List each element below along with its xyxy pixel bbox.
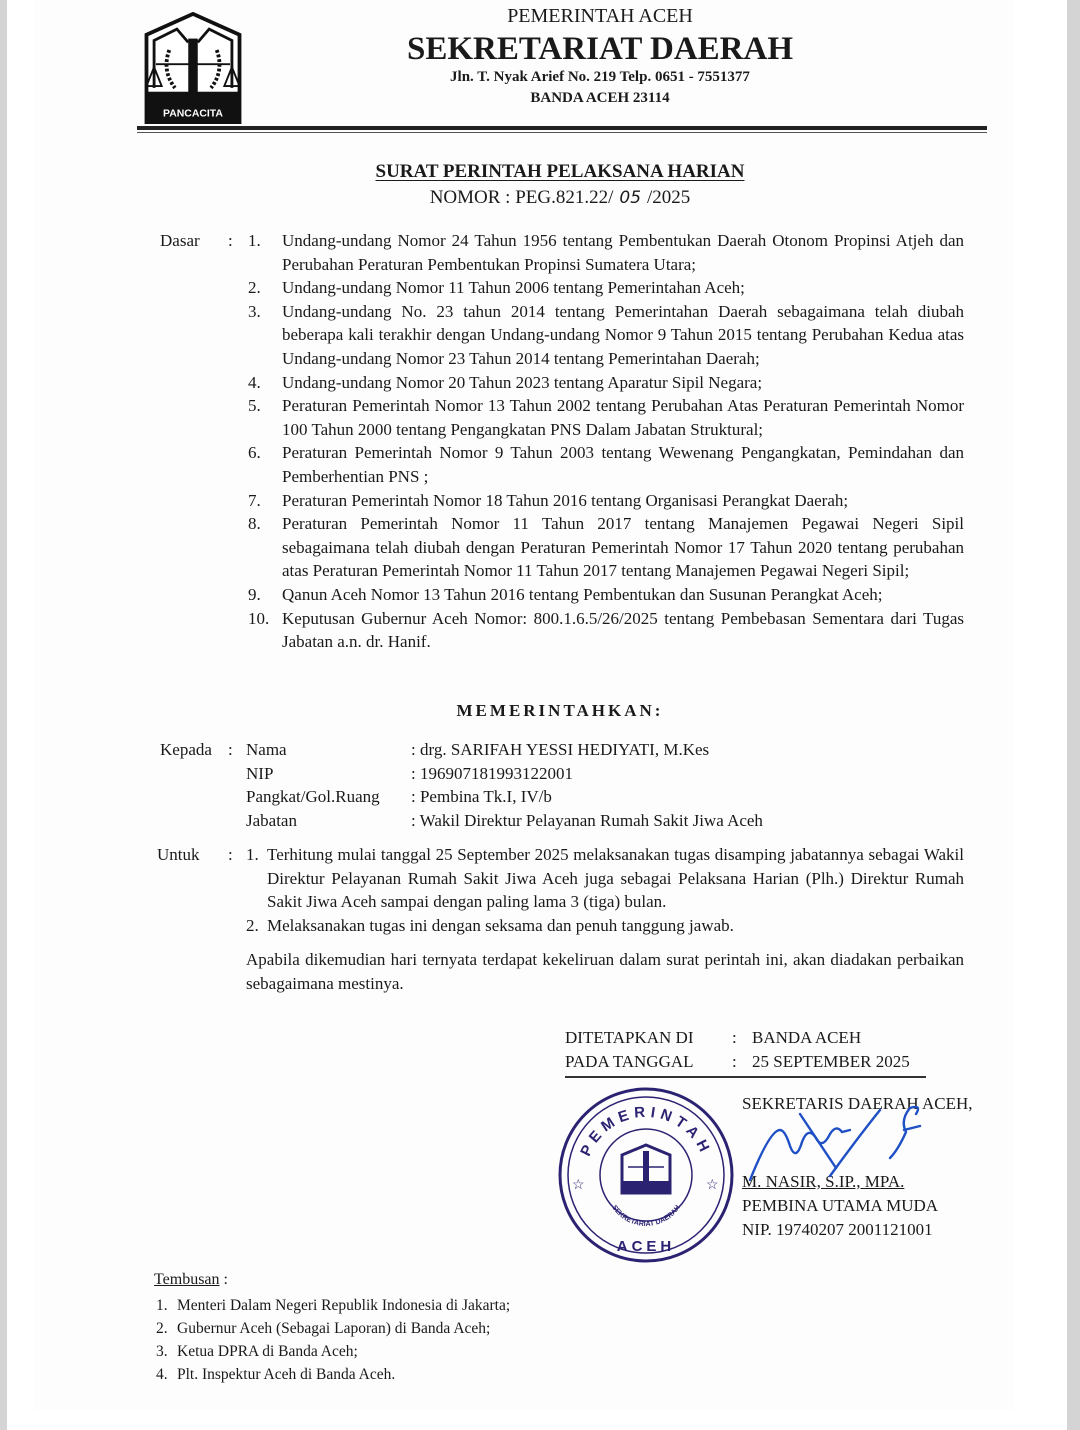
- letterhead-rule: [137, 126, 987, 130]
- official-stamp: [556, 1085, 736, 1265]
- penetapan-rule: [565, 1076, 926, 1078]
- field-value: : Pembina Tk.I, IV/b: [411, 787, 552, 807]
- tembusan-colon: :: [219, 1271, 228, 1288]
- field-label: NIP: [246, 763, 274, 783]
- stamp-bottom-text: ACEH: [616, 1238, 676, 1255]
- item-text: Undang-undang Nomor 11 Tahun 2006 tentang Pemerintahan Aceh;: [282, 278, 745, 298]
- field-value: : drg. SARIFAH YESSI HEDIYATI, M.Kes: [411, 740, 710, 759]
- penetapan-date-row: [565, 1051, 945, 1075]
- dasar-colon: :: [228, 231, 233, 250]
- item-number: 4.: [156, 1366, 168, 1383]
- signatory-title: SEKRETARIS DAERAH ACEH,: [742, 1094, 973, 1113]
- item-text: Keputusan Gubernur Aceh Nomor: 800.1.6.5/26/2025 tentang Pembebasan Sementara dari Tugas Jabatan a.n. dr. Hanif.: [282, 608, 964, 652]
- untuk-label: Untuk: [157, 845, 200, 864]
- letter-number-handwritten: 05: [619, 188, 642, 208]
- letter-number-prefix: NOMOR : PEG.821.22/: [429, 187, 614, 208]
- signatory-rank: PEMBINA UTAMA MUDA: [742, 1196, 939, 1215]
- item-number: 2.: [156, 1320, 168, 1337]
- item-number: 1.: [246, 845, 259, 864]
- item-text: Peraturan Pemerintah Nomor 18 Tahun 2016 tentang Organisasi Perangkat Daerah;: [282, 490, 849, 510]
- item-number: 2.: [246, 915, 259, 935]
- logo-text: PANCACITA: [163, 108, 223, 120]
- tembusan-item: [156, 1294, 510, 1317]
- kepada-table: [246, 738, 763, 832]
- viewer-edge-left: [0, 0, 7, 1430]
- star-icon: ☆: [706, 1178, 719, 1193]
- dasar-item: [248, 489, 964, 513]
- signatory-nip: NIP. 19740207 2001121001: [742, 1220, 933, 1239]
- item-number: 4.: [248, 372, 261, 392]
- dasar-list: [248, 229, 964, 654]
- kepada-row-nip: [246, 762, 763, 786]
- field-label: Nama: [246, 740, 287, 759]
- item-text: Undang-undang No. 23 tahun 2014 tentang Pemerintahan Daerah sebagaimana telah diubah beberapa kali terakhir dengan Undang-undang Nomor 9 Tahun 2015 tentang Perubahan Kedua atas Undang-undang Nomor 23 Tahun 2014 tentang Pemerintahan Daerah;: [282, 301, 964, 368]
- dasar-item: [248, 300, 964, 371]
- star-icon: ☆: [572, 1178, 585, 1193]
- aceh-coat-of-arms-logo: [138, 12, 248, 124]
- signatory-name: M. NASIR, S.IP., MPA.: [742, 1172, 905, 1191]
- field-label: Pangkat/Gol.Ruang: [246, 787, 380, 807]
- letterhead-rule-thin: [137, 132, 987, 133]
- item-text: Melaksanakan tugas ini dengan seksama dan penuh tanggung jawab.: [267, 915, 734, 935]
- untuk-item: [246, 914, 964, 938]
- field-value: : Wakil Direktur Pelayanan Rumah Sakit Jiwa Aceh: [411, 810, 763, 830]
- kepada-label: Kepada: [160, 740, 212, 759]
- field-label: Jabatan: [246, 810, 297, 830]
- item-text: Undang-undang Nomor 20 Tahun 2023 tentang Aparatur Sipil Negara;: [282, 372, 763, 392]
- stamp-emblem-icon: [622, 1145, 670, 1193]
- kepada-colon: :: [228, 740, 233, 759]
- colon: :: [732, 1052, 737, 1071]
- tembusan-item: [156, 1340, 510, 1363]
- item-number: 6.: [248, 443, 261, 463]
- kepada-row-jabatan: [246, 809, 763, 833]
- handwritten-signature: [740, 1080, 940, 1220]
- item-number: 3.: [248, 301, 261, 321]
- item-text: Menteri Dalam Negeri Republik Indonesia di Jakarta;: [177, 1297, 511, 1314]
- item-number: 7.: [248, 490, 261, 510]
- item-number: 1.: [156, 1297, 168, 1314]
- item-text: Plt. Inspektur Aceh di Banda Aceh.: [177, 1366, 396, 1383]
- dasar-item: [248, 229, 964, 276]
- penetapan-block: [565, 1027, 945, 1075]
- office-name: SEKRETARIAT DAERAH: [407, 31, 793, 67]
- item-number: 8.: [248, 514, 261, 534]
- item-text: Qanun Aceh Nomor 13 Tahun 2016 tentang Pembentukan dan Susunan Perangkat Aceh;: [282, 584, 883, 604]
- letter-number-suffix: /2025: [647, 187, 691, 208]
- field-value: : 196907181993122001: [411, 763, 573, 783]
- stamp-inner-text: SEKRETARIAT DAERAH: [610, 1204, 682, 1228]
- colon: :: [732, 1028, 737, 1047]
- dasar-item: [248, 394, 964, 441]
- item-number: 2.: [248, 278, 261, 298]
- tembusan-label-text: Tembusan: [154, 1271, 220, 1288]
- item-number: 9.: [248, 584, 261, 604]
- dasar-item: [248, 371, 964, 395]
- dasar-item: [248, 441, 964, 488]
- kepada-row-pangkat: [246, 785, 763, 809]
- place-value: BANDA ACEH: [752, 1028, 862, 1047]
- item-number: 3.: [156, 1343, 168, 1360]
- untuk-list: [246, 843, 964, 937]
- tembusan-item: [156, 1317, 510, 1340]
- place-label: DITETAPKAN DI: [565, 1028, 694, 1047]
- memerintahkan-heading: MEMERINTAHKAN:: [456, 701, 664, 720]
- penetapan-place-row: [565, 1027, 945, 1051]
- office-city: BANDA ACEH 23114: [530, 90, 670, 106]
- item-text: Ketua DPRA di Banda Aceh;: [177, 1343, 358, 1360]
- stamp-outer-text: PEMERINTAH: [577, 1103, 715, 1159]
- tembusan-item: [156, 1363, 510, 1386]
- item-text: Terhitung mulai tanggal 25 September 2025 melaksanakan tugas disamping jabatannya sebagai Wakil Direktur Pelayanan Rumah Sakit Jiwa Aceh juga sebagai Pelaksana Harian (Plh.) Direktur Rumah Sakit Jiwa Aceh sampai dengan paling lama 3 (tiga) bulan.: [267, 845, 964, 912]
- item-text: Peraturan Pemerintah Nomor 9 Tahun 2003 tentang Wewenang Pengangkatan, Pemindahan dan Pemberhentian PNS ;: [282, 443, 964, 486]
- letter-number: [280, 186, 840, 210]
- item-text: Gubernur Aceh (Sebagai Laporan) di Banda Aceh;: [177, 1320, 491, 1337]
- item-number: 1.: [248, 231, 261, 250]
- date-value: 25 SEPTEMBER 2025: [752, 1052, 910, 1071]
- letter-title-text: SURAT PERINTAH PELAKSANA HARIAN: [375, 161, 745, 182]
- dasar-item: [248, 607, 964, 654]
- date-label: PADA TANGGAL: [565, 1052, 694, 1071]
- tembusan-label: [154, 1270, 228, 1290]
- office-address: Jln. T. Nyak Arief No. 219 Telp. 0651 - 7551377: [450, 69, 750, 85]
- tembusan-list: [156, 1294, 510, 1386]
- item-text: Peraturan Pemerintah Nomor 11 Tahun 2017 tentang Manajemen Pegawai Negeri Sipil sebagaimana telah diubah dengan Peraturan Pemerintah Nomor 17 Tahun 2020 tentang perubahan atas Peraturan Pemerintah Nomor 11 Tahun 2017 tentang Manajemen Pegawai Negeri Sipil;: [282, 514, 964, 581]
- dasar-label: Dasar: [160, 231, 200, 250]
- government-name: PEMERINTAH ACEH: [507, 5, 693, 27]
- untuk-colon: :: [228, 845, 233, 864]
- kepada-row-nama: [246, 738, 763, 762]
- item-text: Undang-undang Nomor 24 Tahun 1956 tentang Pembentukan Daerah Otonom Propinsi Atjeh dan Perubahan Peraturan Pembentukan Propinsi Sumatera Utara;: [282, 231, 964, 274]
- item-text: Peraturan Pemerintah Nomor 13 Tahun 2002 tentang Perubahan Atas Peraturan Pemerintah Nomor 100 Tahun 2000 tentang Pengangkatan PNS Dalam Jabatan Struktural;: [282, 396, 964, 439]
- letter-title: [280, 160, 840, 183]
- dasar-item: [248, 512, 964, 583]
- item-number: 10.: [248, 608, 270, 628]
- closing-paragraph: Apabila dikemudian hari ternyata terdapat kekeliruan dalam surat perintah ini, akan diadakan perbaikan sebagaimana mestinya.: [246, 950, 964, 993]
- dasar-item: [248, 583, 964, 607]
- dasar-item: [248, 276, 964, 300]
- item-number: 5.: [248, 396, 261, 416]
- untuk-item: [246, 843, 964, 914]
